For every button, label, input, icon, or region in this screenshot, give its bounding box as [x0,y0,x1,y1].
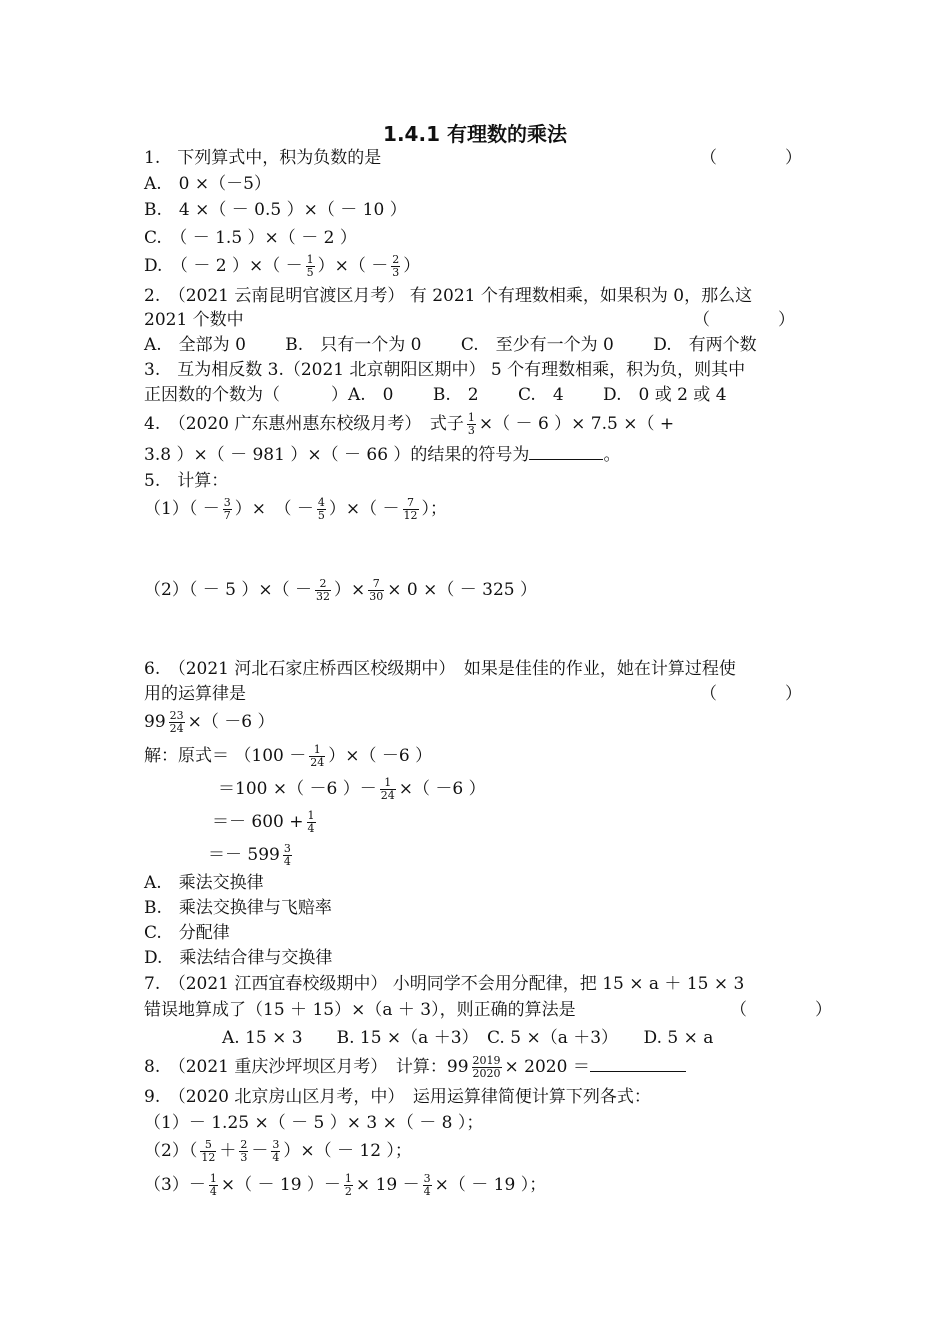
denominator: 2020 [472,1067,501,1080]
q6-s1-pre: 解：原式＝ （100 － [144,746,307,766]
q5-p1-pre: （1）（ － [144,499,220,519]
q6-option-c: C. 分配律 [144,923,230,943]
numerator: 1 [306,253,314,266]
q1-option-b: B. 4 ×（ － 0.5 ）×（ － 10 ） [144,200,407,220]
numerator: 1 [467,411,475,424]
q3-line2: 正因数的个数为（ ）A. 0 B. 2 C. 4 D. 0 或 2 或 4 [144,385,727,405]
q1-option-d [144,254,420,279]
q1-d-pre: D. （ － 2 ）×（ － [144,256,303,276]
q6-stem-line1: 6. （2021 河北石家庄桥西区校级期中） 如果是佳佳的作业，她在计算过程使 [144,659,736,679]
q7-line1: 7. （2021 江西宜春校级期中） 小明同学不会用分配律，把 15 × a ＋ 15 × 3 [144,974,745,994]
denominator: 12 [403,509,418,522]
fraction [344,1173,353,1198]
fraction [403,497,419,522]
denominator: 3 [240,1151,248,1164]
denominator: 5 [306,266,314,279]
fraction [223,497,232,522]
q8-line [144,1055,686,1080]
q6-s4-pre: ＝－ 599 [208,845,280,865]
numerator: 1 [209,1172,217,1185]
q6-option-a: A. 乘法交换律 [144,873,264,893]
q2-stem-line2: 2021 个数中 [144,310,244,330]
q9-p3-post: ×（ － 19 ）； [434,1175,547,1195]
q6-option-b: B. 乘法交换律与飞赔率 [144,898,332,918]
q3-line1: 3. 互为相反数 3.（2021 北京朝阳区期中） 5 个有理数相乘，积为负，则其中 [144,360,746,380]
fraction [391,254,400,279]
q5-p1-mid1: ）× （ － [234,499,314,519]
fraction [169,710,185,735]
numerator: 5 [200,1139,216,1152]
denominator: 24 [380,789,395,802]
fraction [200,1139,216,1164]
denominator: 4 [272,1151,280,1164]
q6-solution-step4 [208,843,295,868]
denominator: 12 [201,1151,216,1164]
numerator: 4 [317,496,325,509]
q6-expr-post: ×（ －6 ） [187,712,275,732]
q7-line2: 错误地算成了（15 ＋ 15）×（a ＋ 3），则正确的算法是 [144,1000,576,1020]
q1-answer-paren: （ ） [700,148,802,168]
fraction [423,1173,432,1198]
fraction [209,1173,218,1198]
q9-p2-post: ）×（ － 12 ）； [283,1141,412,1161]
q5-part2 [144,578,537,603]
q9-p2-mid1: ＋ [219,1141,237,1161]
q9-p3-mid1: ×（ － 19 ）－ [220,1175,341,1195]
fraction [283,843,292,868]
numerator: 1 [380,777,396,790]
q6-solution-step1 [144,744,432,769]
numerator: 2 [240,1138,248,1151]
denominator: 5 [317,509,325,522]
q7-answer-paren: （ ） [730,1000,832,1020]
q9-part3 [144,1173,546,1198]
numerator: 23 [169,709,184,722]
fraction [239,1139,248,1164]
numerator: 3 [423,1172,431,1185]
numerator: 7 [403,497,419,510]
q9-part1: （1）－ 1.25 ×（ － 5 ）× 3 ×（ － 8 ）； [144,1113,484,1133]
q5-p2-mid1: ）× [334,580,366,600]
q4-end: 。 [603,445,621,465]
denominator: 4 [283,855,291,868]
q5-p2-post: × 0 ×（ － 325 ） [387,580,538,600]
numerator: 7 [368,578,384,591]
q6-stem-line2: 用的运算律是 [144,684,246,704]
answer-blank[interactable] [529,443,603,460]
q6-expression [144,710,275,735]
q6-option-d: D. 乘法结合律与交换律 [144,948,333,968]
numerator: 1 [309,744,325,757]
fraction [472,1055,502,1080]
denominator: 2 [344,1185,352,1198]
q4-line2 [144,443,620,467]
q2-options: A. 全部为 0 B. 只有一个为 0 C. 至少有一个为 0 D. 有两个数 [144,335,757,355]
q6-solution-step3 [212,810,319,835]
q6-expr-pre: 99 [144,712,166,732]
denominator: 32 [316,590,330,603]
q1-d-post: ） [403,256,421,276]
fraction [271,1139,280,1164]
fraction [309,744,325,769]
denominator: 24 [169,722,184,735]
q4-pre: 4. （2020 广东惠州惠东校级月考） 式子 [144,414,464,434]
fraction [467,412,476,437]
q6-s2-post: ×（ －6 ） [398,779,486,799]
q9-p3-mid2: × 19 － [355,1175,420,1195]
answer-blank[interactable] [590,1055,686,1072]
denominator: 4 [209,1185,217,1198]
q9-stem: 9. （2020 北京房山区月考，中） 运用运算律简便计算下列各式： [144,1087,651,1107]
numerator: 3 [223,496,231,509]
numerator: 3 [272,1138,280,1151]
q5-p1-mid2: ）×（ － [328,499,400,519]
q9-p3-pre: （3）－ [144,1175,206,1195]
q1-option-c: C. （ － 1.5 ）×（ － 2 ） [144,228,357,248]
q5-stem: 5. 计算： [144,471,229,491]
fraction [315,578,331,603]
numerator: 2 [315,578,331,591]
denominator: 30 [369,590,384,603]
q6-solution-step2 [218,777,486,802]
numerator: 1 [344,1172,352,1185]
q6-s1-post: ）×（ －6 ） [328,746,433,766]
q9-part2 [144,1139,412,1164]
numerator: 2019 [472,1054,501,1067]
q9-p2-pre: （2）（ [144,1141,198,1161]
q1-option-a: A. 0 ×（－5） [144,174,271,194]
q1-d-mid: ）×（ － [317,256,389,276]
q8-post: × 2020 ＝ [504,1057,590,1077]
numerator: 2 [392,253,400,266]
fraction [307,810,316,835]
fraction [306,254,315,279]
numerator: 3 [283,842,291,855]
denominator: 7 [223,509,231,522]
denominator: 3 [467,424,475,437]
numerator: 1 [307,809,315,822]
denominator: 3 [392,266,400,279]
denominator: 4 [423,1185,431,1198]
q1-stem: 1. 下列算式中，积为负数的是 [144,148,382,168]
fraction [368,578,384,603]
q6-s2-pre: ＝100 ×（ －6 ）－ [218,779,377,799]
denominator: 24 [310,756,325,769]
q7-options: A. 15 × 3 B. 15 ×（a ＋3） C. 5 ×（a ＋3） D. 5 × a [222,1028,714,1048]
q5-p2-pre: （2）（ － 5 ）×（ － [144,580,312,600]
q6-answer-paren: （ ） [700,684,802,704]
q2-answer-paren: （ ） [693,310,795,330]
q5-part1 [144,497,447,522]
q5-p1-post: ）； [421,499,448,519]
q4-mid: ×（ － 6 ）× 7.5 ×（ + [478,414,675,434]
q9-p2-mid2: － [251,1141,269,1161]
q2-stem-line1: 2. （2021 云南昆明官渡区月考） 有 2021 个有理数相乘，如果积为 0，那么这 [144,286,753,306]
fraction [317,497,326,522]
denominator: 4 [307,822,315,835]
q6-s3-pre: ＝－ 600 + [212,812,304,832]
page-title: 1.4.1 有理数的乘法 [383,122,567,146]
q4-line2-text: 3.8 ）×（ － 981 ）×（ － 66 ）的结果的符号为 [144,445,530,465]
fraction [380,777,396,802]
q4-line1 [144,412,674,437]
q8-pre: 8. （2021 重庆沙坪坝区月考） 计算：99 [144,1057,469,1077]
